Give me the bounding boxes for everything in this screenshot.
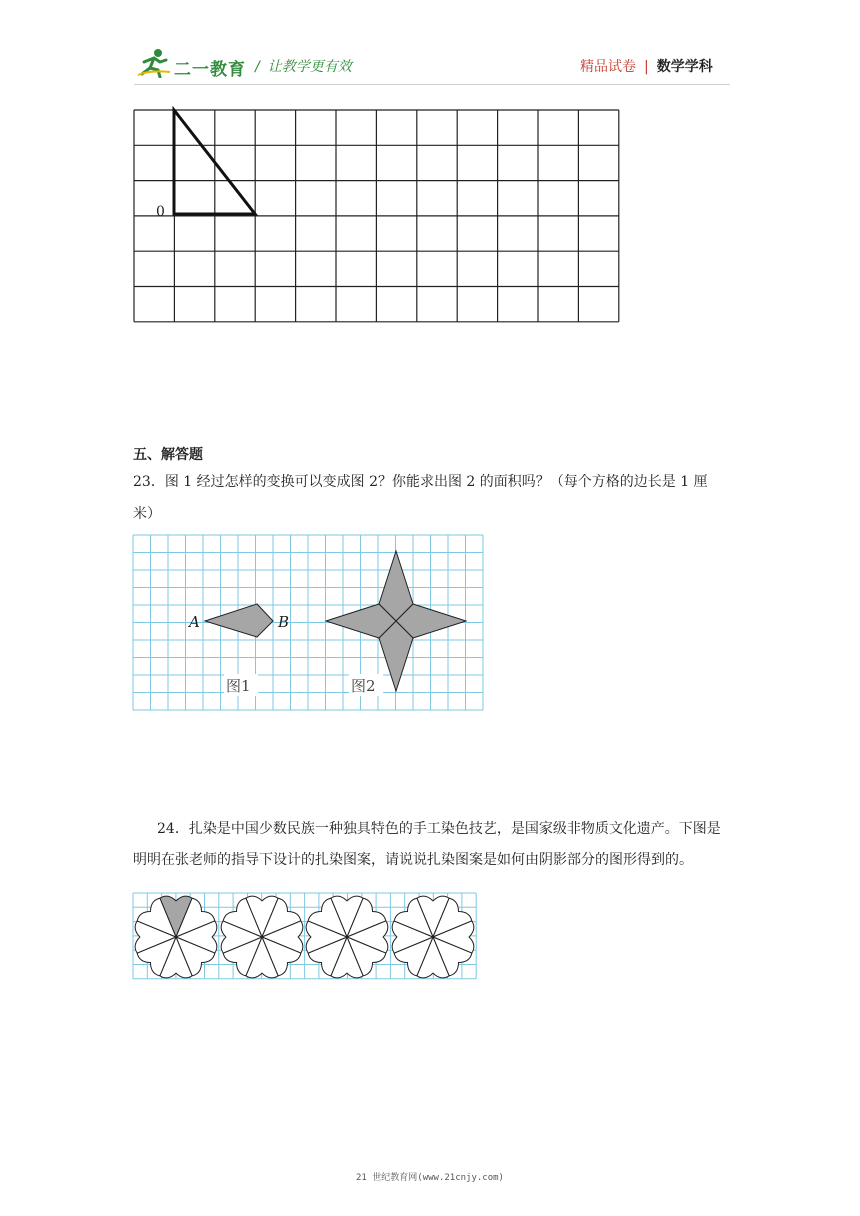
subject-label: 数学学科: [656, 59, 713, 75]
q23-figure: [132, 534, 486, 712]
slogan: / 让教学更有效: [255, 59, 352, 75]
origin-label: 0: [156, 204, 165, 220]
figure2-star: [326, 551, 466, 691]
section-title: 五、解答题: [133, 447, 203, 463]
q24-text-line1: 24．扎染是中国少数民族一种独具特色的手工染色技艺，是国家级非物质文化遗产。下图是: [157, 821, 721, 837]
grid-lines: [134, 110, 619, 322]
q24-text-line2: 明明在张老师的指导下设计的扎染图案，请说说扎染图案是如何由阴影部分的图形得到的。: [133, 852, 693, 868]
q23-text-line2: 米）: [133, 506, 161, 522]
q23-text-line1: 23．图 1 经过怎样的变换可以变成图 2？你能求出图 2 的面积吗？（每个方格的边长是 1 厘: [133, 474, 708, 490]
figure1-shape: [205, 604, 273, 637]
fig1-label: 图1: [226, 677, 251, 695]
header-right: [580, 56, 713, 76]
label-b: B: [278, 613, 290, 631]
logo-text: 二一教育: [174, 60, 246, 80]
header-rule: [134, 84, 730, 85]
slogan-text: 让教学更有效: [267, 59, 352, 75]
runner-logo-icon: [136, 48, 172, 78]
header: [0, 0, 860, 100]
tie-dye-pattern: [132, 892, 478, 984]
premium-label: 精品试卷: [580, 59, 636, 75]
fig2-label: 图2: [351, 677, 376, 695]
triangle-grid: [130, 106, 640, 328]
header-separator: |: [644, 59, 649, 75]
footer-text: 21 世纪教育网(www.21cnjy.com): [356, 1173, 504, 1183]
label-a: A: [189, 613, 200, 631]
